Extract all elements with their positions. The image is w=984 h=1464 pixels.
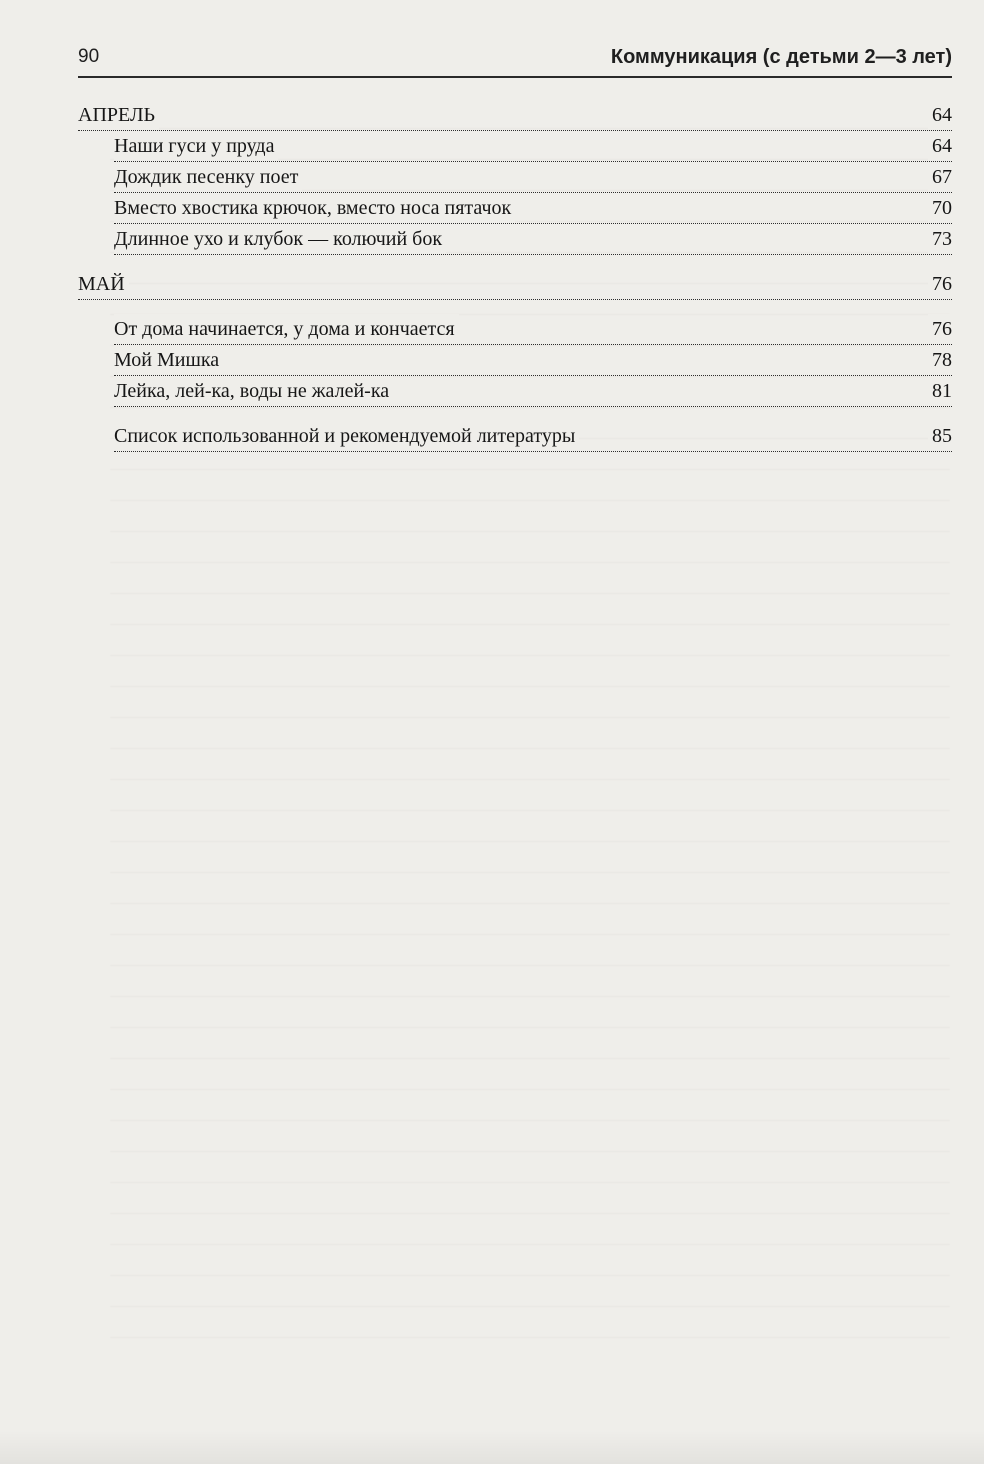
page-number: 90 (78, 46, 100, 67)
toc-item-title: Длинное ухо и клубок — колючий бок (114, 224, 446, 254)
toc-section-may[interactable] (78, 269, 952, 300)
toc-section-title: МАЙ (78, 269, 129, 299)
page-bottom-shadow (0, 1430, 984, 1464)
toc-section-page: 76 (928, 269, 952, 299)
toc-item-page: 67 (928, 162, 952, 192)
toc-item[interactable] (114, 193, 952, 224)
toc-item-page: 78 (928, 345, 952, 375)
toc-item-page: 85 (928, 421, 952, 451)
toc-section-title: АПРЕЛЬ (78, 100, 159, 130)
toc-item[interactable] (114, 162, 952, 193)
running-title: Коммуникация (с детьми 2—3 лет) (610, 46, 952, 68)
toc-bibliography-item[interactable] (114, 421, 952, 452)
toc-section-april[interactable] (78, 100, 952, 131)
toc-item-title: От дома начинается, у дома и кончается (114, 314, 459, 344)
toc-item-title: Вместо хвостика крючок, вместо носа пятачок (114, 193, 515, 223)
toc-item-page: 73 (928, 224, 952, 254)
toc-item[interactable] (114, 345, 952, 376)
table-of-contents (78, 100, 952, 452)
toc-item[interactable] (114, 314, 952, 345)
toc-item-page: 76 (928, 314, 952, 344)
toc-item-title: Наши гуси у пруда (114, 131, 278, 161)
toc-item-page: 70 (928, 193, 952, 223)
toc-section-page: 64 (928, 100, 952, 130)
toc-item-title: Мой Мишка (114, 345, 223, 375)
toc-item-title: Лейка, лей-ка, воды не жалей-ка (114, 376, 393, 406)
toc-item-page: 64 (928, 131, 952, 161)
toc-item[interactable] (114, 131, 952, 162)
toc-item-page: 81 (928, 376, 952, 406)
toc-item-title: Дождик песенку поет (114, 162, 302, 192)
toc-item-title: Список использованной и рекомендуемой литературы (114, 421, 579, 451)
toc-item[interactable] (114, 376, 952, 407)
page-header (78, 42, 952, 78)
toc-item[interactable] (114, 224, 952, 255)
